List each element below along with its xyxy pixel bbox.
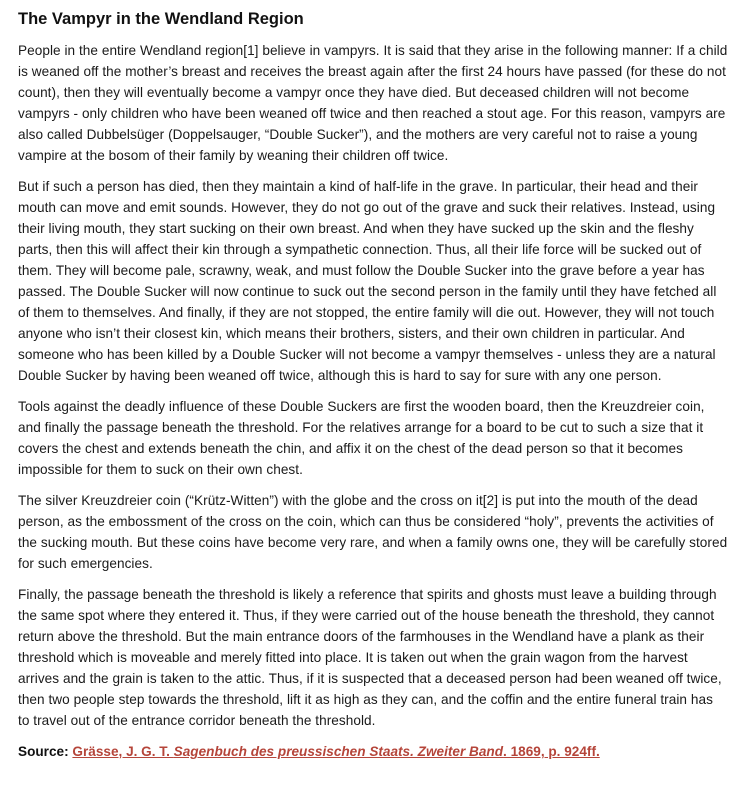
paragraph-3: Tools against the deadly influence of these Double Suckers are first the wooden board, then the Kreuzdreier coin, and finally the passage beneath the threshold. For the relatives arrange for a board to be cut to such a size that it covers the chest and extends beneath the chin, and affix it on the chest of the dead person so that it becomes impossible for them to suck on their own chest. — [18, 399, 705, 477]
paragraph-1: People in the entire Wendland region[1] believe in vampyrs. It is said that they arise in the following manner: If a child is weaned off the mother’s breast and receives the breast again after the first 24 hours have passed (for these do not count), then they will eventually become a vampyr once they have died. But deceased children will not become vampyrs - only children who have been weaned off twice and then reached a stout age. For this reason, vampyrs are also called Dubbelsüger (Doppelsauger, “Double Sucker”), and the mothers are very careful not to raise a young vampire at the bosom of their family by weaning their children off twice. — [18, 43, 728, 163]
paragraph-5: Finally, the passage beneath the threshold is likely a reference that spirits and ghosts must leave a building through the same spot where they entered it. Thus, if they were carried out of the house beneath the threshold, they cannot return above the threshold. But the main entrance doors of the farmhouses in the Wendland have a plank as their threshold which is moveable and merely fitted into place. It is taken out when the grain wagon from the harvest arrives and the grain is taken to the attic. Thus, if it is suspected that a deceased person had been weaned off twice, then two people step towards the threshold, lift it as high as they can, and the coffin and the entire funeral train has to travel out of the entrance corridor beneath the threshold. — [18, 587, 722, 728]
source-citation — [18, 741, 728, 762]
source-label: Source: — [18, 744, 69, 759]
article-title: The Vampyr in the Wendland Region — [18, 10, 304, 28]
paragraph-2: But if such a person has died, then they maintain a kind of half-life in the grave. In particular, their head and their mouth can move and emit sounds. However, they do not go out of the grave and suck their relatives. Instead, using their living mouth, they start sucking on their own breast. And when they have sucked up the skin and the fleshy parts, then this will affect their kin through a sympathetic connection. Thus, all their life force will be sucked out of them. They will become pale, scrawny, weak, and must follow the Double Sucker into the grave before a year has passed. The Double Sucker will now continue to suck out the second person in the family until they have fetched all of them to themselves. And finally, if they are not stopped, the entire family will die out. However, they will not touch anyone who isn’t their closest kin, which means their brothers, sisters, and their own children in particular. And someone who has been killed by a Double Sucker will not become a vampyr themselves - unless they are a natural Double Sucker by having been weaned off twice, although this is hard to say for sure with any one person. — [18, 179, 717, 383]
paragraph-4: The silver Kreuzdreier coin (“Krütz-Witten”) with the globe and the cross on it[2] is put into the mouth of the dead person, as the embossment of the cross on the coin, which can thus be considered “holy”, prevents the activities of the sucking mouth. But these coins have become very rare, and when a family owns one, they will be carefully stored for such emergencies. — [18, 493, 728, 571]
source-details: . 1869, p. 924ff. — [503, 744, 600, 759]
source-link[interactable] — [72, 744, 599, 759]
source-author: Grässe, J. G. T. — [72, 744, 174, 759]
source-book-title: Sagenbuch des preussischen Staats. Zweiter Band — [173, 744, 504, 759]
